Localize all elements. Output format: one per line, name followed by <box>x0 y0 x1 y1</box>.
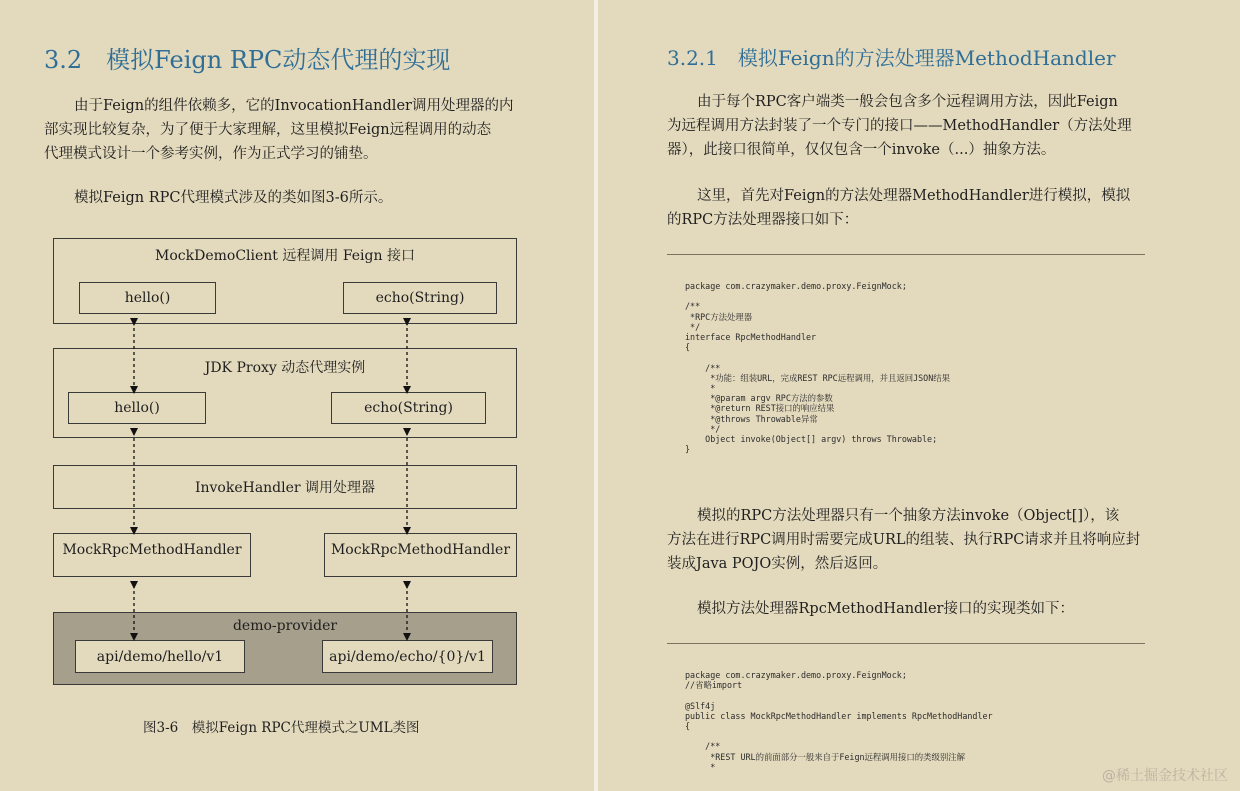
client-hello-method: hello() <box>79 282 216 314</box>
code-block-implementation: package com.crazymaker.demo.proxy.FeignMock; //省略import @Slf4j public class MockRpcMethodHandler implements RpcMethodHandler { /** *REST URL的前面部分一般来自于Feign远程调用接口的类级别注解 * <box>685 670 993 772</box>
provider-box-title: demo-provider <box>232 618 338 634</box>
code-block-interface: package com.crazymaker.demo.proxy.FeignMock; /** *RPC方法处理器 */ interface RpcMethodHandler { /** *功能：组装URL，完成REST RPC远程调用，并且返回JSON结果 * *@param argv RPC方法的参数 *@return REST接口的响应结果 *@throws Throwable异常 */ Object invoke(Object[] argv) throws Throwable; } <box>685 281 951 455</box>
provider-hello-api: api/demo/hello/v1 <box>75 640 245 673</box>
client-echo-method: echo(String) <box>343 282 497 314</box>
code-block-divider <box>667 254 1145 255</box>
paragraph-invoke: 模拟的RPC方法处理器只有一个抽象方法invoke（Object[]），该 方法在进行RPC调用时需要完成URL的组装、执行RPC请求并且将响应封 装成Java POJO实例，然后返回。 <box>667 508 1141 572</box>
left-page <box>0 0 594 791</box>
intro-line: 代理模式设计一个参考实例，作为正式学习的铺垫。 <box>44 146 378 162</box>
demo-provider-box <box>53 612 517 685</box>
code-block-divider <box>667 643 1145 644</box>
client-box-title: MockDemoClient 远程调用 Feign 接口 <box>155 248 415 264</box>
paragraph-simulation: 这里，首先对Feign的方法处理器MethodHandler进行模拟，模拟 的RPC方法处理器接口如下： <box>667 188 1131 228</box>
intro-line: 部实现比较复杂，为了便于大家理解，这里模拟Feign远程调用的动态 <box>44 122 492 138</box>
intro-paragraph <box>44 94 513 166</box>
subsection-heading: 3.2.1 模拟Feign的方法处理器MethodHandler <box>667 46 1116 70</box>
watermark: @稀土掘金技术社区 <box>1102 768 1228 784</box>
section-heading: 3.2 模拟Feign RPC动态代理的实现 <box>44 46 451 74</box>
proxy-echo-method: echo(String) <box>331 392 486 424</box>
paragraph-method-handler: 由于每个RPC客户端类一般会包含多个远程调用方法，因此Feign 为远程调用方法封装了一个专门的接口——MethodHandler（方法处理 器），此接口很简单，仅仅包含一个invoke（...）抽象方法。 <box>667 94 1132 158</box>
figure-caption: 图3-6 模拟Feign RPC代理模式之UML类图 <box>143 720 420 736</box>
proxy-hello-method: hello() <box>68 392 206 424</box>
invoke-handler-box: InvokeHandler 调用处理器 <box>53 465 517 509</box>
proxy-box-title: JDK Proxy 动态代理实例 <box>204 360 366 376</box>
paragraph-implementation: 模拟方法处理器RpcMethodHandler接口的实现类如下： <box>697 601 1074 617</box>
right-method-handler-box: MockRpcMethodHandler <box>324 533 517 577</box>
provider-echo-api: api/demo/echo/{0}/v1 <box>322 640 493 673</box>
right-page <box>598 0 1240 791</box>
left-method-handler-box: MockRpcMethodHandler <box>53 533 251 577</box>
figure-reference: 模拟Feign RPC代理模式涉及的类如图3-6所示。 <box>74 190 393 206</box>
intro-line: 由于Feign的组件依赖多，它的InvocationHandler调用处理器的内 <box>74 98 514 114</box>
